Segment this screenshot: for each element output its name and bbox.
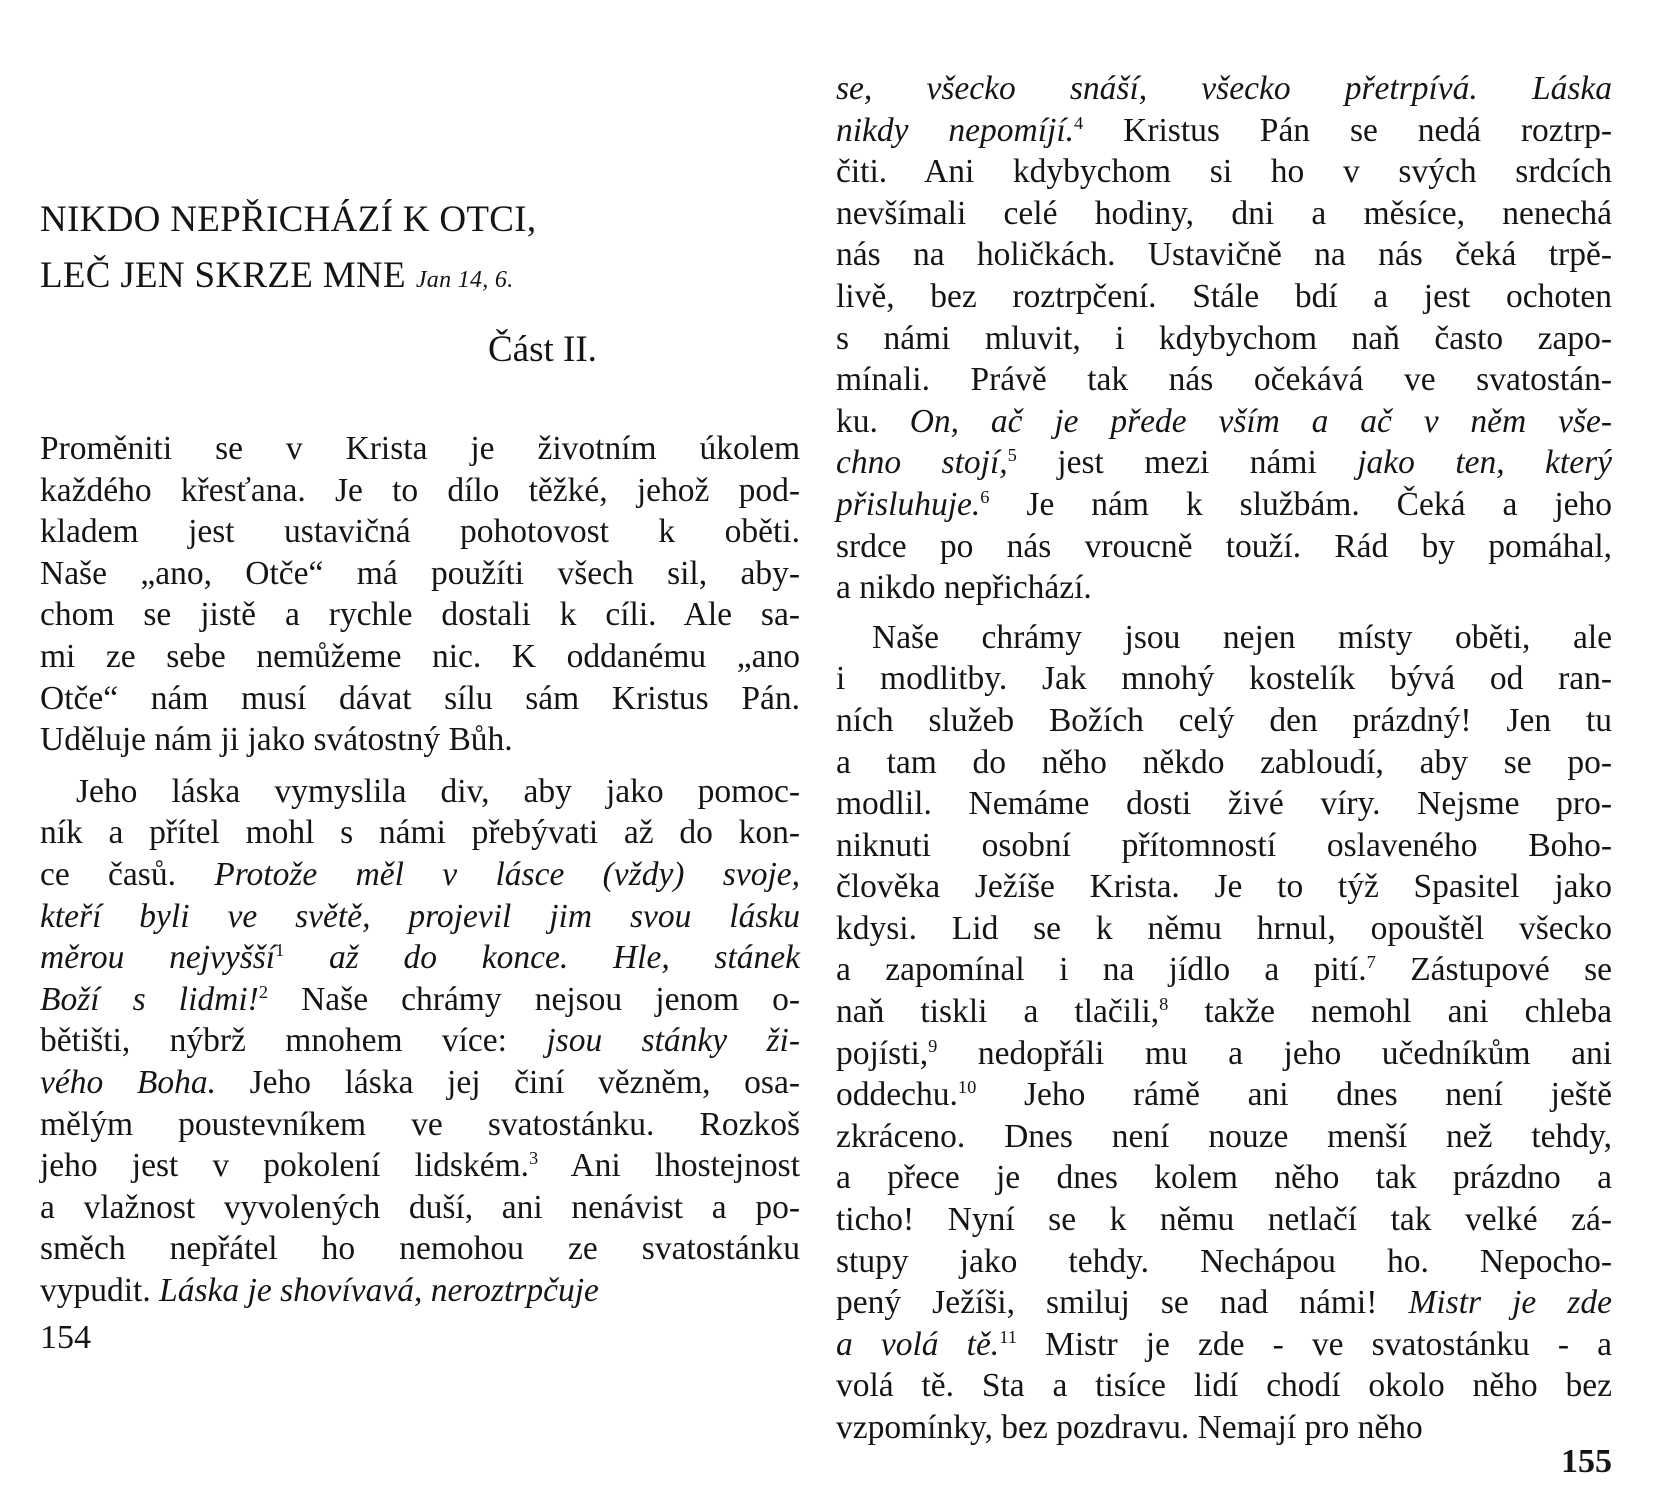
text-line [836, 193, 1612, 235]
text-run: oddechu. [836, 1076, 958, 1114]
text-line [40, 1062, 800, 1104]
scripture-reference: Jan 14, 6. [415, 267, 514, 293]
text-line [836, 1241, 1612, 1283]
italic-quote: až do konce. Hle, stánek [284, 939, 800, 977]
footnote-marker: 11 [999, 1326, 1017, 1347]
text-run: Naše chrámy jsou nejen místy oběti, ale [872, 618, 1612, 656]
text-line [836, 1074, 1612, 1116]
text-run: nedopřáli mu a jeho učedníkům ani [937, 1034, 1612, 1072]
text-line [836, 401, 1612, 443]
text-line [40, 719, 800, 761]
footnote-marker: 8 [1159, 993, 1169, 1014]
italic-quote: Protože měl v lásce (vždy) svoje, [214, 855, 800, 893]
italic-quote: kteří byli ve světě, projevil jim svou lásku [40, 897, 800, 935]
italic-quote: Boží s lidmi! [40, 980, 259, 1018]
text-line [836, 742, 1612, 784]
heading-line-2 [40, 248, 536, 308]
text-run: livě, bez roztrpčení. Stále bdí a jest ochoten [836, 277, 1612, 315]
italic-quote: chno stojí, [836, 444, 1008, 482]
footnote-marker: 6 [980, 486, 990, 507]
text-run: Naše „ano, Otče“ má použíti všech sil, aby- [40, 554, 800, 592]
italic-quote: Láska je shovívavá, neroztrpčuje [159, 1271, 599, 1309]
chapter-heading [40, 192, 536, 308]
text-line [836, 1157, 1612, 1199]
italic-quote: přisluhuje. [836, 485, 981, 523]
text-run: ku. [836, 402, 910, 440]
text-run: Jeho láska jej činí vězněm, osa- [215, 1063, 800, 1101]
text-line [836, 1365, 1612, 1407]
text-run: ník a přítel mohl s námi přebývati až do kon- [40, 814, 800, 852]
text-run: pený Ježíši, smiluj se nad námi! [836, 1284, 1409, 1322]
text-run: i modlitby. Jak mnohý kostelík bývá od ran- [836, 660, 1612, 698]
text-line [836, 617, 1612, 659]
text-line [40, 937, 800, 979]
italic-quote: a volá tě. [836, 1325, 1000, 1363]
text-line [40, 854, 800, 896]
right-page-body [836, 68, 1612, 1449]
text-run: ních služeb Božích celý den prázdný! Jen tu [836, 701, 1612, 739]
text-run: modlil. Nemáme dosti živé víry. Nejsme pro- [836, 785, 1612, 823]
text-line [836, 151, 1612, 193]
text-line [836, 1324, 1612, 1366]
text-line [836, 783, 1612, 825]
footnote-marker: 9 [928, 1035, 938, 1056]
italic-quote: On, ač je přede vším a ač v něm vše- [909, 402, 1613, 440]
text-line [836, 1282, 1612, 1324]
heading-line-1: NIKDO NEPŘICHÁZÍ K OTCI, [40, 199, 537, 240]
footnote-marker: 3 [529, 1147, 539, 1168]
text-line [40, 896, 800, 938]
text-run: srdce po nás vroucně touží. Rád by pomáhal, [836, 527, 1612, 565]
text-run: nevšímali celé hodiny, dni a měsíce, nenechá [836, 194, 1612, 232]
text-line [40, 979, 800, 1021]
text-run: vypudit. [40, 1271, 160, 1309]
text-line [836, 442, 1612, 484]
text-line [836, 318, 1612, 360]
italic-quote: měrou nejvyšší [40, 939, 276, 977]
text-line [40, 1145, 800, 1187]
text-run: Je nám k službám. Čeká a jeho [989, 485, 1612, 523]
text-run: mínali. Právě tak nás očekává ve svatostán- [836, 361, 1612, 399]
text-line [40, 678, 800, 720]
italic-quote: vého Boha. [40, 1063, 216, 1101]
text-line [836, 359, 1612, 401]
text-run: kdysi. Lid se k němu hrnul, opouštěl všecko [836, 909, 1612, 947]
text-run: Jeho láska vymyslila div, aby jako pomoc- [76, 772, 800, 810]
text-run: niknuti osobní přítomností oslaveného Boho- [836, 826, 1612, 864]
text-run: vzpomínky, bez pozdravu. Nemají pro něho [836, 1409, 1423, 1446]
text-run: jeho jest v pokolení lidském. [40, 1147, 530, 1185]
text-line [836, 234, 1612, 276]
text-run: ticho! Nyní se k němu netlačí tak velké zá- [836, 1201, 1612, 1239]
text-run: naň tiskli a tlačili, [836, 993, 1160, 1031]
footnote-marker: 4 [1074, 112, 1084, 133]
text-run: pojísti, [836, 1034, 929, 1072]
page-number-right: 155 [1561, 1443, 1612, 1480]
text-line [836, 1033, 1612, 1075]
text-run: Ani lhostejnost [538, 1147, 801, 1185]
text-run: Mistr je zde - ve svatostánku - a [1016, 1325, 1612, 1363]
text-line [836, 110, 1612, 152]
text-run: a zapomínal i na jídlo a pití. [836, 951, 1367, 989]
text-line [836, 567, 1612, 609]
text-line [40, 511, 800, 553]
text-line [836, 700, 1612, 742]
text-line [40, 771, 800, 813]
text-line [836, 1407, 1612, 1449]
text-run: Naše chrámy nejsou jenom o- [268, 980, 800, 1018]
text-run: mi ze sebe nemůžeme nic. K oddanému „ano [40, 637, 800, 675]
text-run: kladem jest ustavičná pohotovost k oběti. [40, 513, 800, 551]
italic-quote: jsou stánky ži- [546, 1022, 800, 1060]
italic-quote: nikdy nepomíjí. [836, 111, 1075, 149]
text-line [836, 825, 1612, 867]
text-line [836, 866, 1612, 908]
text-run: bětišti, nýbrž mnohem více: [40, 1022, 547, 1060]
text-line [836, 658, 1612, 700]
text-line [40, 1020, 800, 1062]
footnote-marker: 10 [957, 1077, 977, 1098]
text-run: Proměniti se v Krista je životním úkolem [40, 430, 800, 467]
text-run: mělým poustevníkem ve svatostánku. Rozkoš [40, 1105, 800, 1143]
text-run: Kristus Pán se nedá roztrp- [1083, 111, 1613, 149]
text-run: volá tě. Sta a tisíce lidí chodí okolo něho bez [836, 1367, 1612, 1405]
italic-quote: jako ten, který [1357, 444, 1613, 482]
text-line [40, 470, 800, 512]
text-run: chom se jistě a rychle dostali k cíli. Ale sa- [40, 596, 800, 634]
text-run: jest mezi námi [1016, 444, 1358, 482]
footnote-marker: 1 [275, 939, 285, 960]
text-run: směch nepřátel ho nemohou ze svatostánku [40, 1230, 800, 1268]
text-run: takže nemohl ani chleba [1168, 993, 1612, 1031]
text-run: a nikdo nepřichází. [836, 569, 1092, 607]
italic-quote: se, všecko snáší, všecko přetrpívá. Láska [836, 70, 1612, 107]
text-line [40, 1104, 800, 1146]
footnote-marker: 7 [1366, 952, 1376, 973]
text-line [40, 553, 800, 595]
text-line [836, 526, 1612, 568]
italic-quote: Mistr je zde [1408, 1284, 1612, 1322]
text-line [40, 1187, 800, 1229]
text-run: stupy jako tehdy. Nechápou ho. Nepocho- [836, 1242, 1612, 1280]
text-run: každého křesťana. Je to dílo těžké, jehož pod- [40, 471, 800, 509]
text-run: Zástupové se [1375, 951, 1612, 989]
text-run: a tam do něho někdo zabloudí, aby se po- [836, 743, 1612, 781]
text-line [40, 636, 800, 678]
text-run: a vlažnost vyvolených duší, ani nenávist a po- [40, 1188, 800, 1226]
left-page-body [40, 428, 800, 1311]
text-line [40, 428, 800, 470]
text-line [836, 484, 1612, 526]
text-line [836, 68, 1612, 110]
text-line [836, 276, 1612, 318]
text-line [836, 991, 1612, 1033]
text-line [40, 812, 800, 854]
text-run: ce časů. [40, 855, 215, 893]
text-run: zkráceno. Dnes není nouze menší než tehdy, [836, 1117, 1612, 1155]
part-label: Část II. [488, 329, 597, 370]
text-line [40, 1228, 800, 1270]
text-run: Uděluje nám ji jako svátostný Bůh. [40, 721, 513, 759]
text-line [836, 1116, 1612, 1158]
footnote-marker: 5 [1007, 445, 1017, 466]
footnote-marker: 2 [258, 981, 269, 1002]
text-line [40, 1270, 800, 1312]
text-line [40, 594, 800, 636]
text-run: a přece je dnes kolem něho tak prázdno a [836, 1159, 1612, 1197]
text-run: člověka Ježíše Krista. Je to týž Spasitel jako [836, 868, 1612, 906]
paragraph-gap [836, 609, 1612, 617]
heading-line-2-text: LEČ JEN SKRZE MNE [40, 255, 406, 296]
text-run: Jeho rámě ani dnes není ještě [976, 1076, 1612, 1114]
text-line [836, 908, 1612, 950]
page-number-left: 154 [40, 1319, 91, 1356]
text-run: nás na holičkách. Ustavičně na nás čeká trpě- [836, 236, 1612, 274]
text-run: s námi mluvit, i kdybychom naň často zapo- [836, 319, 1612, 357]
text-line [836, 949, 1612, 991]
text-run: čiti. Ani kdybychom si ho v svých srdcích [836, 153, 1612, 191]
text-run: Otče“ nám musí dávat sílu sám Kristus Pán. [40, 679, 800, 717]
paragraph-gap [40, 761, 800, 771]
text-line [836, 1199, 1612, 1241]
